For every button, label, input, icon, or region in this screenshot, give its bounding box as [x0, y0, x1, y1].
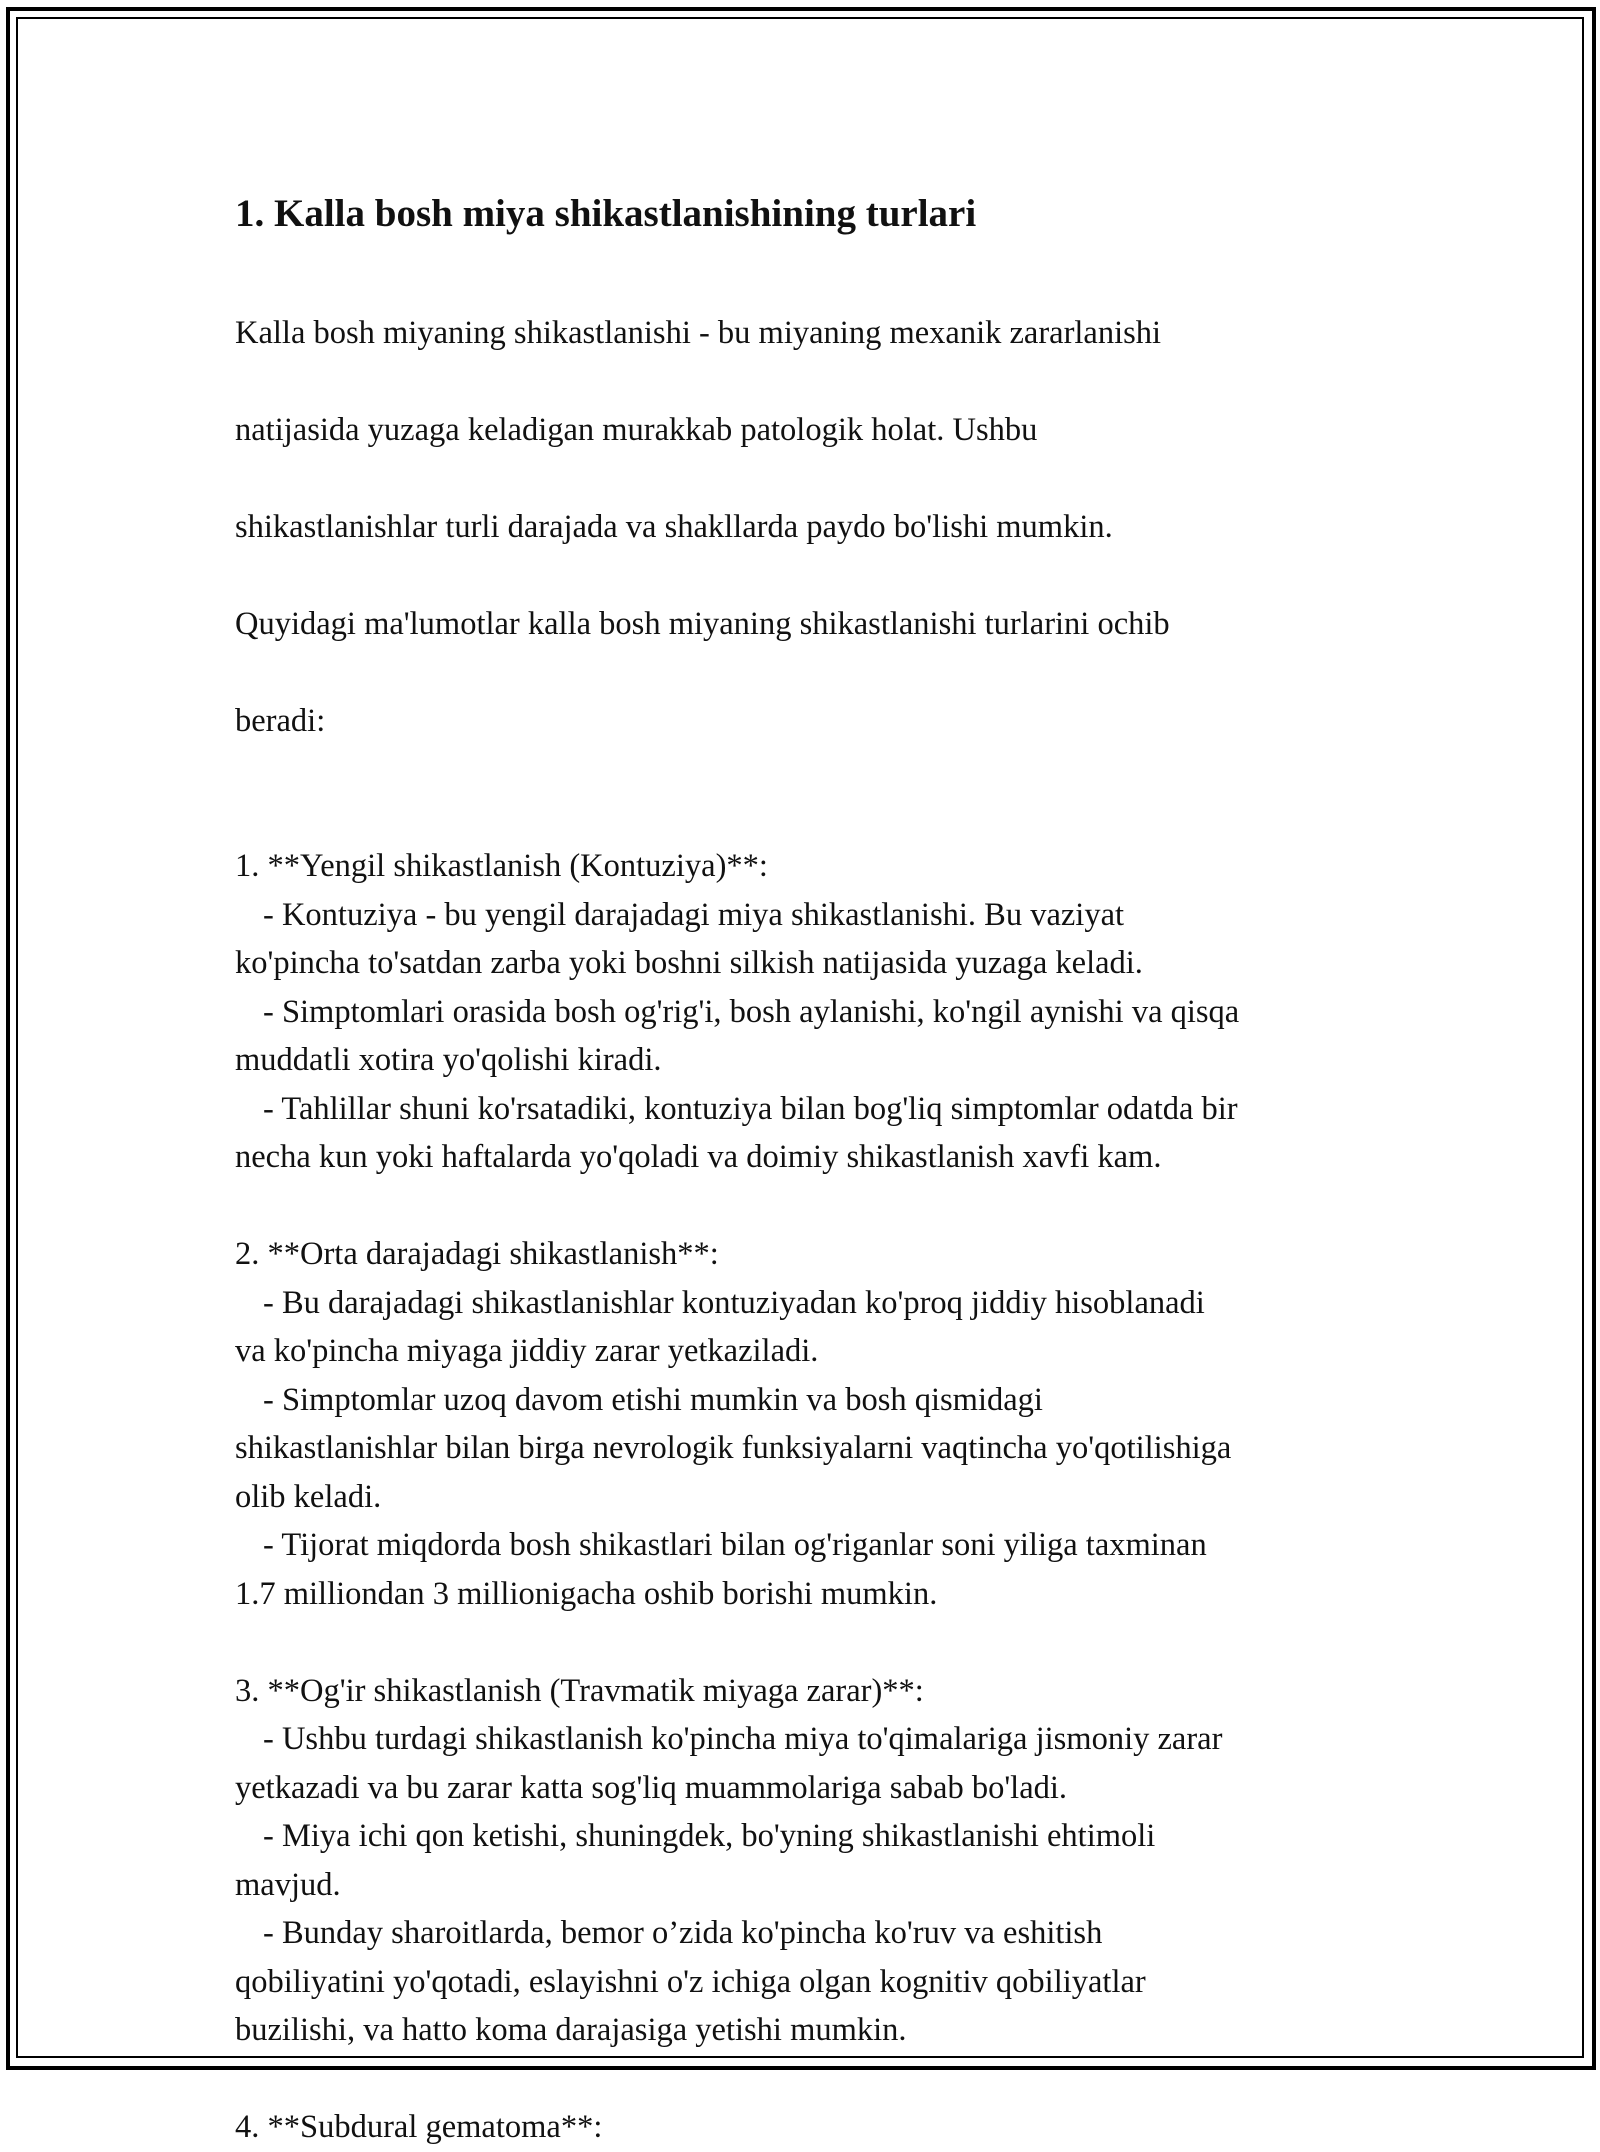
- bullet-continuation-line: 1.7 milliondan 3 millionigacha oshib borishi mumkin.: [235, 1575, 938, 1612]
- bullet-continuation-line: ko'pincha to'satdan zarba yoki boshni silkish natijasida yuzaga keladi.: [235, 945, 1143, 981]
- bullet-item: [235, 1715, 1395, 1812]
- bullet-first-line: - Tahlillar shuni ko'rsatadiki, kontuziya bilan bog'liq simptomlar odatda bir: [263, 1090, 1238, 1127]
- intro-line: natijasida yuzaga keladigan murakkab patologik holat. Ushbu: [235, 411, 1038, 448]
- bullet-continuation-line: yetkazadi va bu zarar katta sog'liq muammolariga sabab bo'ladi.: [235, 1769, 1068, 1806]
- bullet-first-line: - Kontuziya - bu yengil darajadagi miya shikastlanishi. Bu vaziyat: [263, 896, 1125, 933]
- section-ogir-shikastlanish: [235, 1667, 1395, 2055]
- bullet-first-line: - Ushbu turdagi shikastlanish ko'pincha miya to'qimalariga jismoniy zarar: [263, 1721, 1223, 1757]
- intro-line: Kalla bosh miyaning shikastlanishi - bu miyaning mexanik zararlanishi: [235, 314, 1162, 351]
- bullet-first-line: - Bunday sharoitlarda, bemor o’zida ko'pincha ko'ruv va eshitish: [263, 1915, 1103, 1951]
- section-yengil-shikastlanish: [235, 842, 1395, 1182]
- section-heading: 3. **Og'ir shikastlanish (Travmatik miyaga zarar)**:: [235, 1672, 924, 1709]
- bullet-continuation-line: olib keladi.: [235, 1478, 382, 1515]
- intro-paragraph: [235, 260, 1395, 794]
- bullet-item: [235, 891, 1395, 988]
- bullet-item: [235, 1812, 1395, 1909]
- document-body: [235, 188, 1395, 2152]
- bullet-continuation-line: muddatli xotira yo'qolishi kiradi.: [235, 1042, 662, 1078]
- bullet-first-line: - Tijorat miqdorda bosh shikastlari bilan og'riganlar soni yiliga taxminan: [263, 1527, 1207, 1563]
- bullet-item: [235, 1521, 1395, 1618]
- section-heading: 1. **Yengil shikastlanish (Kontuziya)**:: [235, 848, 768, 884]
- bullet-item: [235, 1085, 1395, 1182]
- section-subdural-gematoma: [235, 2103, 1395, 2152]
- bullet-item: [235, 1376, 1395, 1522]
- bullet-continuation-line: buzilishi, va hatto koma darajasiga yetishi mumkin.: [235, 2012, 907, 2048]
- bullet-first-line: - Miya ichi qon ketishi, shuningdek, bo'yning shikastlanishi ehtimoli: [263, 1818, 1156, 1854]
- bullet-item: [235, 988, 1395, 1085]
- bullet-continuation-line: necha kun yoki haftalarda yo'qoladi va doimiy shikastlanish xavfi kam.: [235, 1139, 1162, 1175]
- bullet-first-line: - Bu darajadagi shikastlanishlar kontuziyadan ko'proq jiddiy hisoblanadi: [263, 1284, 1205, 1321]
- bullet-continuation-line: mavjud.: [235, 1866, 341, 1903]
- bullet-first-line: - Simptomlari orasida bosh og'rig'i, bosh aylanishi, ko'ngil aynishi va qisqa: [263, 993, 1240, 1030]
- document-title: 1. Kalla bosh miya shikastlanishining turlari: [235, 192, 977, 235]
- intro-line: beradi:: [235, 702, 326, 739]
- bullet-item: [235, 1909, 1395, 2055]
- intro-line: Quyidagi ma'lumotlar kalla bosh miyaning shikastlanishi turlarini ochib: [235, 605, 1170, 642]
- bullet-continuation-line: qobiliyatini yo'qotadi, eslayishni o'z ichiga olgan kognitiv qobiliyatlar: [235, 1963, 1146, 2000]
- bullet-item: [235, 1279, 1395, 1376]
- section-orta-darajadagi-shikastlanish: [235, 1230, 1395, 1618]
- bullet-continuation-line: shikastlanishlar bilan birga nevrologik funksiyalarni vaqtincha yo'qotilishiga: [235, 1430, 1232, 1466]
- bullet-continuation-line: va ko'pincha miyaga jiddiy zarar yetkaziladi.: [235, 1333, 819, 1369]
- intro-line: shikastlanishlar turli darajada va shakllarda paydo bo'lishi mumkin.: [235, 508, 1113, 545]
- section-heading: 4. **Subdural gematoma**:: [235, 2109, 603, 2145]
- section-heading: 2. **Orta darajadagi shikastlanish**:: [235, 1236, 719, 1272]
- bullet-first-line: - Simptomlar uzoq davom etishi mumkin va bosh qismidagi: [263, 1381, 1043, 1418]
